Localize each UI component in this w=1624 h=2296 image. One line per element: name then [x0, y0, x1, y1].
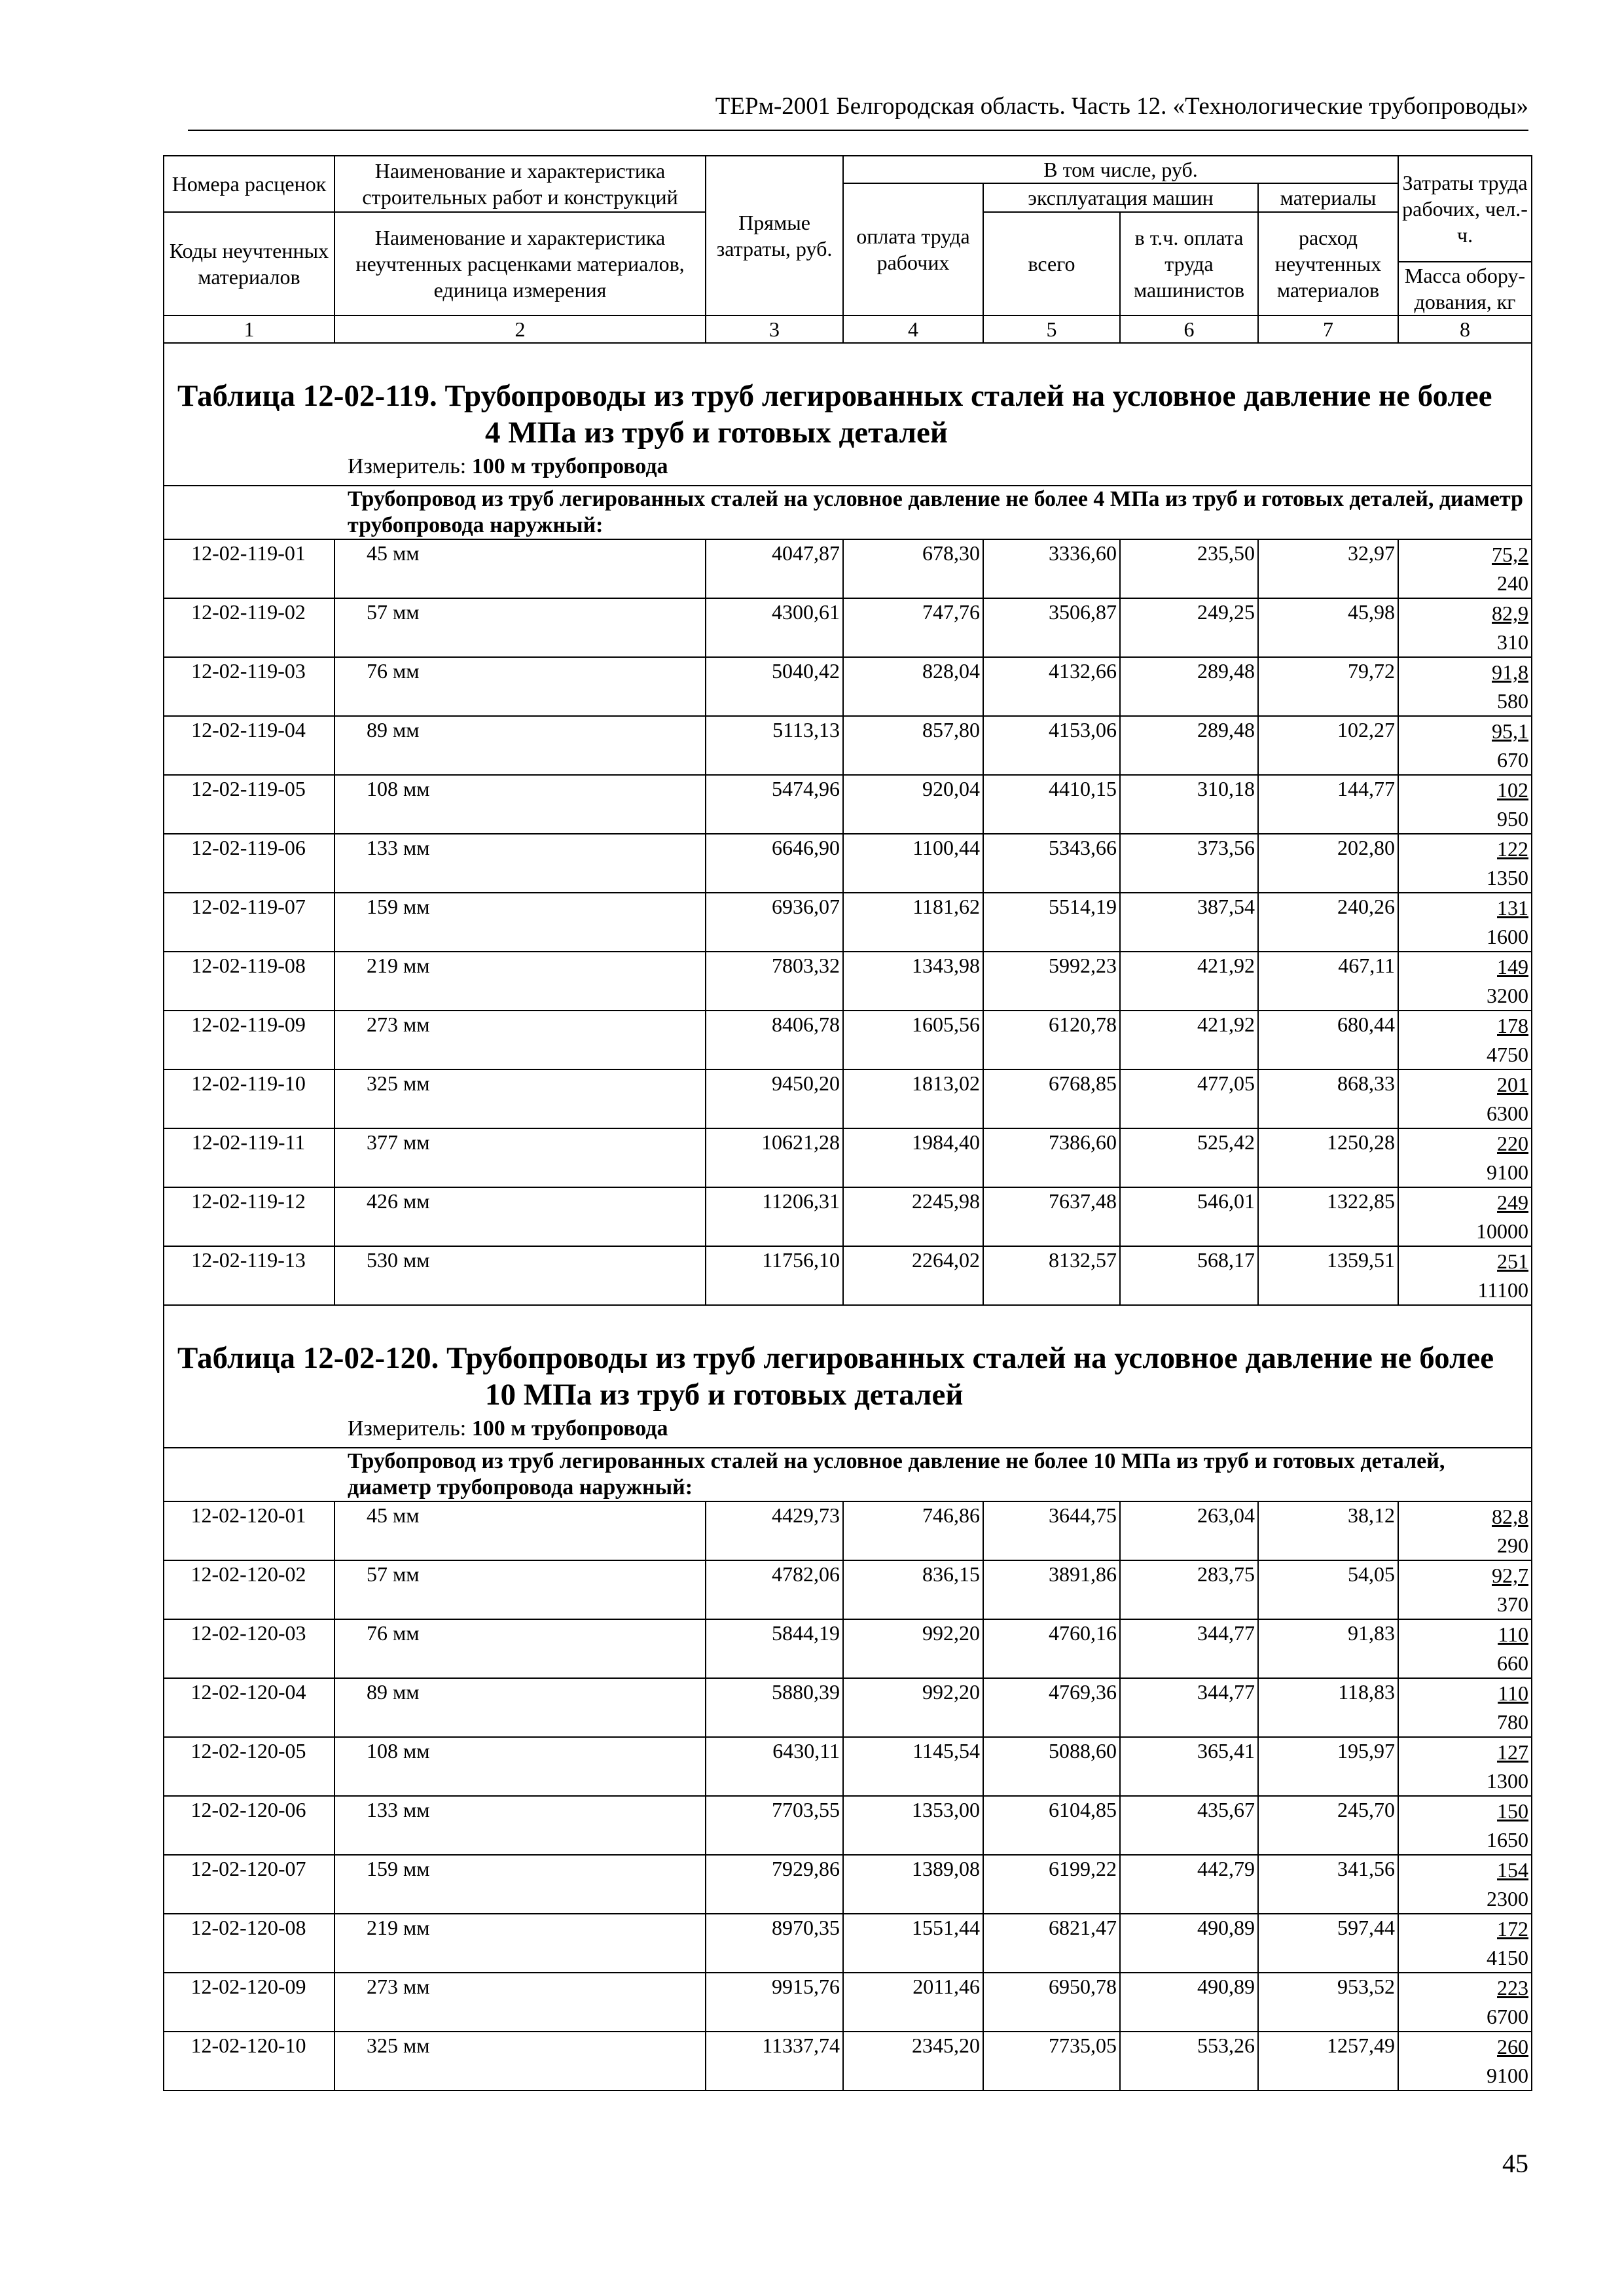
column-number: 7	[1258, 315, 1398, 343]
labor-pay: 678,30	[843, 539, 983, 598]
equipment-mass: 950	[1497, 807, 1529, 831]
labor-hours: 102	[1497, 778, 1529, 802]
materials-cost: 868,33	[1258, 1069, 1398, 1128]
materials-cost: 240,26	[1258, 893, 1398, 952]
table-row	[164, 598, 1532, 657]
labor-hours: 223	[1497, 1976, 1529, 2000]
labor-hours: 172	[1497, 1917, 1529, 1941]
table-row	[164, 893, 1532, 952]
equipment-mass: 6300	[1487, 1102, 1529, 1125]
rate-name: 89 мм	[334, 1678, 706, 1737]
machinist-pay: 344,77	[1120, 1619, 1258, 1678]
table-title-cell	[164, 343, 1532, 486]
rate-name: 45 мм	[334, 1501, 706, 1560]
equipment-mass: 9100	[1487, 2064, 1529, 2087]
column-number: 1	[164, 315, 334, 343]
materials-cost: 102,27	[1258, 716, 1398, 775]
labor-pay: 1181,62	[843, 893, 983, 952]
table-row	[164, 1678, 1532, 1737]
labor-pay: 1389,08	[843, 1855, 983, 1914]
rate-name: 76 мм	[334, 657, 706, 716]
labor-pay: 1100,44	[843, 834, 983, 893]
labor-pay: 1343,98	[843, 952, 983, 1011]
page-number: 45	[1502, 2149, 1528, 2178]
materials-cost: 1322,85	[1258, 1187, 1398, 1246]
labor-mass-cell	[1398, 1246, 1532, 1305]
labor-hours: 201	[1497, 1073, 1529, 1096]
direct-costs: 4047,87	[706, 539, 843, 598]
included-header: В том числе, руб.	[843, 156, 1398, 183]
machines-total: 5514,19	[983, 893, 1120, 952]
labor-hours: 178	[1497, 1014, 1529, 1037]
table-row	[164, 539, 1532, 598]
materials-cost: 467,11	[1258, 952, 1398, 1011]
labor-mass-cell	[1398, 1914, 1532, 1973]
column-number: 8	[1398, 315, 1532, 343]
rate-code: 12-02-119-04	[164, 716, 334, 775]
table-title: Таблица 12-02-120. Трубопроводы из труб легированных сталей на условное давление не более 10 МПа из труб и готовых деталей	[177, 1341, 1494, 1412]
labor-mass-cell	[1398, 1973, 1532, 2032]
equipment-mass: 780	[1497, 1710, 1529, 1734]
labor-hours: 150	[1497, 1799, 1529, 1823]
labor-mass-cell	[1398, 1011, 1532, 1069]
machinist-pay: 421,92	[1120, 1011, 1258, 1069]
materials-cost: 91,83	[1258, 1619, 1398, 1678]
direct-costs: 10621,28	[706, 1128, 843, 1187]
rate-name: 57 мм	[334, 1560, 706, 1619]
machinist-pay: 490,89	[1120, 1914, 1258, 1973]
labor-hours: 110	[1498, 1623, 1529, 1646]
materials-cost: 245,70	[1258, 1796, 1398, 1855]
rate-name: 530 мм	[334, 1246, 706, 1305]
labor-pay: 992,20	[843, 1678, 983, 1737]
equipment-mass: 11100	[1477, 1278, 1529, 1302]
direct-costs: 8970,35	[706, 1914, 843, 1973]
table-row	[164, 952, 1532, 1011]
labor-pay: 746,86	[843, 1501, 983, 1560]
rate-name: 273 мм	[334, 1973, 706, 2032]
machines-total: 6768,85	[983, 1069, 1120, 1128]
table-row	[164, 1246, 1532, 1305]
table-row	[164, 1973, 1532, 2032]
rate-name: 159 мм	[334, 893, 706, 952]
direct-costs: 5844,19	[706, 1619, 843, 1678]
labor-pay: 1605,56	[843, 1011, 983, 1069]
section-heading-row	[164, 486, 1532, 539]
labor-mass-cell	[1398, 716, 1532, 775]
column-number: 4	[843, 315, 983, 343]
labor-mass-cell	[1398, 598, 1532, 657]
direct-costs: 5880,39	[706, 1678, 843, 1737]
section-heading: Трубопровод из труб легированных сталей на условное давление не более 10 МПа из труб и готовых деталей, диаметр трубопровода наружный:	[164, 1448, 1532, 1501]
rate-code: 12-02-120-05	[164, 1737, 334, 1796]
labor-pay: 2264,02	[843, 1246, 983, 1305]
equipment-mass: 1600	[1487, 925, 1529, 948]
table-row	[164, 1501, 1532, 1560]
direct-costs: 6936,07	[706, 893, 843, 952]
labor-mass-cell	[1398, 1501, 1532, 1560]
machines-total: 6950,78	[983, 1973, 1120, 2032]
equipment-mass: 4150	[1487, 1946, 1529, 1969]
running-header: ТЕРм-2001 Белгородская область. Часть 12. «Технологические трубопроводы»	[715, 93, 1528, 120]
rate-name: 219 мм	[334, 952, 706, 1011]
machinist-pay: 387,54	[1120, 893, 1258, 952]
measure-line	[348, 452, 1531, 481]
machinist-pay: 289,48	[1120, 716, 1258, 775]
labor-mass-cell	[1398, 1737, 1532, 1796]
rate-code: 12-02-120-10	[164, 2032, 334, 2090]
materials-cost: 953,52	[1258, 1973, 1398, 2032]
labor-mass-cell	[1398, 1619, 1532, 1678]
table-row	[164, 1796, 1532, 1855]
table-row	[164, 1855, 1532, 1914]
labor-pay: 920,04	[843, 775, 983, 834]
rate-code: 12-02-119-12	[164, 1187, 334, 1246]
machines-total: 6120,78	[983, 1011, 1120, 1069]
rate-code: 12-02-119-01	[164, 539, 334, 598]
materials-cost: 32,97	[1258, 539, 1398, 598]
machines-total: 5343,66	[983, 834, 1120, 893]
direct-costs: 7929,86	[706, 1855, 843, 1914]
direct-costs: 11337,74	[706, 2032, 843, 2090]
rate-code: 12-02-119-11	[164, 1128, 334, 1187]
column-number: 6	[1120, 315, 1258, 343]
labor-mass-cell	[1398, 539, 1532, 598]
column-header-row-1	[164, 156, 1532, 183]
table-title-cell	[164, 1305, 1532, 1448]
machines-total: 4410,15	[983, 775, 1120, 834]
direct-costs: 9450,20	[706, 1069, 843, 1128]
labor-pay: 1145,54	[843, 1737, 983, 1796]
machinist-pay: 568,17	[1120, 1246, 1258, 1305]
labor-mass-cell	[1398, 834, 1532, 893]
table-title-row	[164, 343, 1532, 486]
materials-cost: 38,12	[1258, 1501, 1398, 1560]
machinist-pay: 525,42	[1120, 1128, 1258, 1187]
materials-cost: 341,56	[1258, 1855, 1398, 1914]
materials-cost: 195,97	[1258, 1737, 1398, 1796]
equipment-mass: 2300	[1487, 1887, 1529, 1910]
column-number-row	[164, 315, 1532, 343]
table-title-row	[164, 1305, 1532, 1448]
rate-name: 219 мм	[334, 1914, 706, 1973]
labor-mass-cell	[1398, 1855, 1532, 1914]
machinist-pay: 365,41	[1120, 1737, 1258, 1796]
rate-code: 12-02-119-09	[164, 1011, 334, 1069]
machinist-pay: 344,77	[1120, 1678, 1258, 1737]
labor-hours: 260	[1497, 2035, 1529, 2058]
machines-total: 7386,60	[983, 1128, 1120, 1187]
machinist-pay: 435,67	[1120, 1796, 1258, 1855]
labor-pay: 1353,00	[843, 1796, 983, 1855]
equipment-mass: 10000	[1476, 1219, 1529, 1243]
labor-pay: 857,80	[843, 716, 983, 775]
machinist-pay: 490,89	[1120, 1973, 1258, 2032]
equipment-mass: 670	[1497, 748, 1529, 772]
labor-pay: 2345,20	[843, 2032, 983, 2090]
machines-total: 4760,16	[983, 1619, 1120, 1678]
machines-total: 4132,66	[983, 657, 1120, 716]
column-number: 5	[983, 315, 1120, 343]
rate-name: 377 мм	[334, 1128, 706, 1187]
labor-mass-cell	[1398, 775, 1532, 834]
direct-costs: 8406,78	[706, 1011, 843, 1069]
machinist-pay: 421,92	[1120, 952, 1258, 1011]
rate-code: 12-02-119-03	[164, 657, 334, 716]
labor-pay: 2011,46	[843, 1973, 983, 2032]
measure-value: 100 м трубопровода	[471, 454, 668, 478]
table-row	[164, 1560, 1532, 1619]
section-heading: Трубопровод из труб легированных сталей на условное давление не более 4 МПа из труб и готовых деталей, диаметр трубопровода наружный:	[164, 486, 1532, 539]
materials-cost: 597,44	[1258, 1914, 1398, 1973]
rate-code: 12-02-119-05	[164, 775, 334, 834]
direct-costs: 7703,55	[706, 1796, 843, 1855]
materials-cost: 54,05	[1258, 1560, 1398, 1619]
machines-total: 3644,75	[983, 1501, 1120, 1560]
rate-name: 325 мм	[334, 2032, 706, 2090]
rate-code: 12-02-120-08	[164, 1914, 334, 1973]
labor-pay: 1984,40	[843, 1128, 983, 1187]
equipment-mass: 580	[1497, 689, 1529, 713]
machines-total: 6199,22	[983, 1855, 1120, 1914]
equipment-mass: 1650	[1487, 1828, 1529, 1852]
materials-header: материалы	[1258, 183, 1398, 212]
table-row	[164, 1619, 1532, 1678]
materials-cost: 1359,51	[1258, 1246, 1398, 1305]
machines-total: 4153,06	[983, 716, 1120, 775]
labor-hours: 82,9	[1492, 601, 1529, 625]
col1-header-top: Номера расценок	[164, 156, 334, 212]
labor-pay: 747,76	[843, 598, 983, 657]
equipment-mass: 310	[1497, 630, 1529, 654]
col8-header-bottom: Масса обору-дования, кг	[1398, 262, 1532, 315]
machines-total: 6821,47	[983, 1914, 1120, 1973]
materials-cost: 202,80	[1258, 834, 1398, 893]
equipment-mass: 660	[1497, 1651, 1529, 1675]
measure-label: Измеритель:	[348, 454, 467, 478]
machinist-pay: 235,50	[1120, 539, 1258, 598]
rate-code: 12-02-119-06	[164, 834, 334, 893]
machines-header: эксплуатация машин	[983, 183, 1258, 212]
col1-header-bottom: Коды неучтенных материалов	[164, 212, 334, 315]
labor-hours: 92,7	[1492, 1564, 1529, 1587]
rate-code: 12-02-120-06	[164, 1796, 334, 1855]
machines-total: 3891,86	[983, 1560, 1120, 1619]
table-row	[164, 1914, 1532, 1973]
equipment-mass: 240	[1497, 571, 1529, 595]
direct-costs: 11206,31	[706, 1187, 843, 1246]
labor-pay: 1813,02	[843, 1069, 983, 1128]
labor-hours: 131	[1497, 896, 1529, 920]
machinist-pay: 477,05	[1120, 1069, 1258, 1128]
direct-costs: 7803,32	[706, 952, 843, 1011]
labor-hours: 251	[1497, 1249, 1529, 1273]
equipment-mass: 6700	[1487, 2005, 1529, 2028]
materials-cost: 1250,28	[1258, 1128, 1398, 1187]
direct-costs: 4300,61	[706, 598, 843, 657]
equipment-mass: 4750	[1487, 1043, 1529, 1066]
rate-name: 76 мм	[334, 1619, 706, 1678]
rate-name: 108 мм	[334, 1737, 706, 1796]
direct-costs: 5040,42	[706, 657, 843, 716]
direct-costs: 11756,10	[706, 1246, 843, 1305]
labor-hours: 127	[1497, 1740, 1529, 1764]
equipment-mass: 1300	[1487, 1769, 1529, 1793]
equipment-mass: 290	[1497, 1534, 1529, 1557]
labor-pay: 1551,44	[843, 1914, 983, 1973]
labor-hours: 75,2	[1492, 543, 1529, 566]
rate-code: 12-02-119-08	[164, 952, 334, 1011]
machinist-pay: 289,48	[1120, 657, 1258, 716]
labor-mass-cell	[1398, 1796, 1532, 1855]
labor-mass-cell	[1398, 1187, 1532, 1246]
machines-total: 3506,87	[983, 598, 1120, 657]
labor-hours: 82,8	[1492, 1505, 1529, 1528]
col3-header: Прямые затраты, руб.	[706, 156, 843, 315]
rate-code: 12-02-119-07	[164, 893, 334, 952]
labor-hours: 149	[1497, 955, 1529, 978]
table-row	[164, 1187, 1532, 1246]
rate-name: 133 мм	[334, 1796, 706, 1855]
machines-total: 8132,57	[983, 1246, 1120, 1305]
col8-header-top: Затраты труда рабочих, чел.-ч.	[1398, 156, 1532, 262]
machinist-pay: 442,79	[1120, 1855, 1258, 1914]
labor-hours: 91,8	[1492, 660, 1529, 684]
labor-pay: 2245,98	[843, 1187, 983, 1246]
machinist-pay: 310,18	[1120, 775, 1258, 834]
equipment-mass: 9100	[1487, 1160, 1529, 1184]
labor-hours: 110	[1498, 1681, 1529, 1705]
labor-hours: 154	[1497, 1858, 1529, 1882]
materials-cost: 45,98	[1258, 598, 1398, 657]
machinist-pay: 283,75	[1120, 1560, 1258, 1619]
header-rule	[188, 130, 1528, 131]
labor-hours: 95,1	[1492, 719, 1529, 743]
rate-code: 12-02-119-13	[164, 1246, 334, 1305]
table-row	[164, 1069, 1532, 1128]
column-number: 3	[706, 315, 843, 343]
section-heading-row	[164, 1448, 1532, 1501]
machines-total: 5992,23	[983, 952, 1120, 1011]
table-row	[164, 657, 1532, 716]
direct-costs: 5113,13	[706, 716, 843, 775]
machines-total: 6104,85	[983, 1796, 1120, 1855]
machinist-pay: 249,25	[1120, 598, 1258, 657]
materials-cost: 1257,49	[1258, 2032, 1398, 2090]
rate-code: 12-02-120-03	[164, 1619, 334, 1678]
table-row	[164, 716, 1532, 775]
machines-total: 3336,60	[983, 539, 1120, 598]
table-row	[164, 775, 1532, 834]
table-row	[164, 834, 1532, 893]
rate-code: 12-02-120-04	[164, 1678, 334, 1737]
rate-name: 108 мм	[334, 775, 706, 834]
labor-mass-cell	[1398, 657, 1532, 716]
machines-total: 5088,60	[983, 1737, 1120, 1796]
measure-line	[348, 1414, 1531, 1443]
machinist-pay: 546,01	[1120, 1187, 1258, 1246]
col7-header: расход неучтенных материалов	[1258, 212, 1398, 315]
machinist-pay: 553,26	[1120, 2032, 1258, 2090]
rate-name: 426 мм	[334, 1187, 706, 1246]
labor-mass-cell	[1398, 1560, 1532, 1619]
col6-header: в т.ч. оплата труда машинистов	[1120, 212, 1258, 315]
labor-mass-cell	[1398, 893, 1532, 952]
rates-table	[163, 155, 1532, 2091]
rate-code: 12-02-119-02	[164, 598, 334, 657]
rate-code: 12-02-120-01	[164, 1501, 334, 1560]
table-row	[164, 2032, 1532, 2090]
col2-header-top: Наименование и характеристика строительных работ и конструкций	[334, 156, 706, 212]
materials-cost: 144,77	[1258, 775, 1398, 834]
rate-name: 45 мм	[334, 539, 706, 598]
rate-code: 12-02-119-10	[164, 1069, 334, 1128]
rate-name: 57 мм	[334, 598, 706, 657]
direct-costs: 5474,96	[706, 775, 843, 834]
machines-total: 7735,05	[983, 2032, 1120, 2090]
labor-mass-cell	[1398, 2032, 1532, 2090]
rate-code: 12-02-120-09	[164, 1973, 334, 2032]
materials-cost: 118,83	[1258, 1678, 1398, 1737]
labor-mass-cell	[1398, 1069, 1532, 1128]
machines-total: 4769,36	[983, 1678, 1120, 1737]
labor-hours: 249	[1497, 1191, 1529, 1214]
direct-costs: 4782,06	[706, 1560, 843, 1619]
table-row	[164, 1128, 1532, 1187]
col4-header: оплата труда рабочих	[843, 183, 983, 315]
rate-name: 133 мм	[334, 834, 706, 893]
direct-costs: 4429,73	[706, 1501, 843, 1560]
measure-value: 100 м трубопровода	[471, 1416, 668, 1441]
table-title: Таблица 12-02-119. Трубопроводы из труб легированных сталей на условное давление не более 4 МПа из труб и готовых деталей	[177, 379, 1492, 450]
equipment-mass: 1350	[1487, 866, 1529, 889]
col5-header: всего	[983, 212, 1120, 315]
machines-total: 7637,48	[983, 1187, 1120, 1246]
labor-mass-cell	[1398, 1128, 1532, 1187]
labor-pay: 836,15	[843, 1560, 983, 1619]
labor-hours: 220	[1497, 1132, 1529, 1155]
labor-pay: 828,04	[843, 657, 983, 716]
labor-mass-cell	[1398, 952, 1532, 1011]
rate-code: 12-02-120-07	[164, 1855, 334, 1914]
rate-code: 12-02-120-02	[164, 1560, 334, 1619]
labor-pay: 992,20	[843, 1619, 983, 1678]
equipment-mass: 3200	[1487, 984, 1529, 1007]
rate-name: 159 мм	[334, 1855, 706, 1914]
direct-costs: 9915,76	[706, 1973, 843, 2032]
machinist-pay: 263,04	[1120, 1501, 1258, 1560]
rate-name: 89 мм	[334, 716, 706, 775]
equipment-mass: 370	[1497, 1592, 1529, 1616]
labor-mass-cell	[1398, 1678, 1532, 1737]
column-number: 2	[334, 315, 706, 343]
rate-name: 325 мм	[334, 1069, 706, 1128]
machinist-pay: 373,56	[1120, 834, 1258, 893]
labor-hours: 122	[1497, 837, 1529, 861]
materials-cost: 79,72	[1258, 657, 1398, 716]
table-row	[164, 1011, 1532, 1069]
direct-costs: 6646,90	[706, 834, 843, 893]
materials-cost: 680,44	[1258, 1011, 1398, 1069]
col2-header-bottom: Наименование и характеристика неучтенных расценками материалов, единица измерения	[334, 212, 706, 315]
measure-label: Измеритель:	[348, 1416, 467, 1441]
rate-name: 273 мм	[334, 1011, 706, 1069]
direct-costs: 6430,11	[706, 1737, 843, 1796]
table-row	[164, 1737, 1532, 1796]
